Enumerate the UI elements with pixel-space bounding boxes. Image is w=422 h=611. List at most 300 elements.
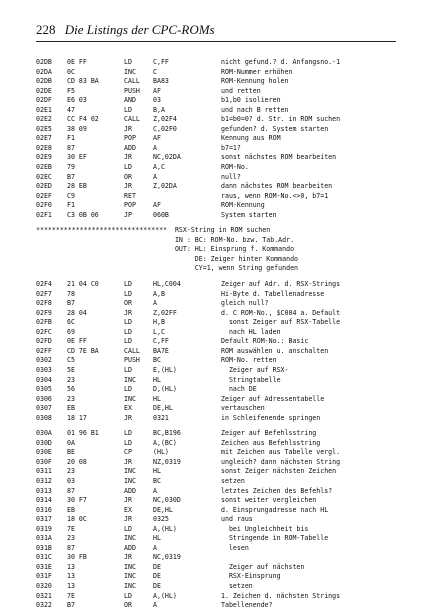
hex-bytes: 7E	[67, 591, 75, 600]
operand: BC	[153, 356, 161, 365]
comment-text: CY=1, wenn String gefunden	[36, 264, 299, 273]
listing-row	[36, 211, 416, 221]
operand: DE,HL	[153, 505, 173, 514]
hex-bytes: 18 17	[67, 413, 87, 422]
mnemonic: POP	[124, 201, 136, 210]
address: 0307	[36, 404, 52, 413]
hex-bytes: 18 0C	[67, 515, 87, 524]
comment-text: DE: Zeiger hinter Kommando	[36, 254, 299, 263]
mnemonic: PUSH	[124, 86, 140, 95]
mnemonic: LD	[124, 280, 132, 289]
mnemonic: JP	[124, 210, 132, 219]
hex-bytes: 13	[67, 562, 75, 571]
hex-bytes: 5E	[67, 365, 75, 374]
operand: C	[153, 67, 157, 76]
address: 02EB	[36, 163, 52, 172]
operand: A,C	[153, 163, 165, 172]
address: 0303	[36, 365, 52, 374]
comment: Zeichen aus Befehlsstring	[221, 438, 321, 447]
operand: DE	[153, 562, 161, 571]
mnemonic: JR	[124, 496, 132, 505]
operand: NZ,0319	[153, 457, 181, 466]
listing-row	[36, 125, 416, 135]
mnemonic: POP	[124, 134, 136, 143]
comment-text: IN : BC: ROM-No. bzw. Tab.Adr.	[36, 235, 295, 244]
mnemonic: JR	[124, 553, 132, 562]
mnemonic: LD	[124, 591, 132, 600]
hex-bytes: F5	[67, 86, 75, 95]
mnemonic: INC	[124, 476, 136, 485]
listing-row	[36, 534, 416, 544]
address: 0317	[36, 515, 52, 524]
operand: HL	[153, 394, 161, 403]
mnemonic: INC	[124, 534, 136, 543]
assembly-listing	[36, 58, 416, 611]
listing-row	[36, 376, 416, 386]
comment: ROM-No. retten	[221, 356, 277, 365]
hex-bytes: B7	[67, 172, 75, 181]
hex-bytes: 69	[67, 327, 75, 336]
address: 0313	[36, 486, 52, 495]
address: 02E8	[36, 143, 52, 152]
comment: mit Zeichen aus Tabelle vergl.	[221, 448, 341, 457]
hex-bytes: 30 FB	[67, 553, 87, 562]
hex-bytes: 21 04 C0	[67, 280, 99, 289]
comment: nicht gefund.? d. Anfangsno.-1	[221, 58, 341, 66]
mnemonic: LD	[124, 318, 132, 327]
address: 030F	[36, 457, 52, 466]
mnemonic: JR	[124, 413, 132, 422]
comment: gleich null?	[221, 299, 269, 308]
operand: C,FF	[153, 58, 169, 66]
operand: C,02F0	[153, 124, 177, 133]
listing-row	[36, 134, 416, 144]
address: 0320	[36, 581, 52, 590]
address: 0308	[36, 413, 52, 422]
hex-bytes: 30 EF	[67, 153, 87, 162]
mnemonic: LD	[124, 524, 132, 533]
mnemonic: JR	[124, 308, 132, 317]
operand: H,B	[153, 318, 165, 327]
address: 02E2	[36, 115, 52, 124]
address: 02DA	[36, 67, 52, 76]
mnemonic: INC	[124, 375, 136, 384]
operand: A,(BC)	[153, 438, 177, 447]
listing-row	[36, 366, 416, 376]
operand: Z,02F4	[153, 115, 177, 124]
address: 02FC	[36, 327, 52, 336]
comment: b1,b0 isolieren	[221, 96, 281, 105]
hex-bytes: 23	[67, 394, 75, 403]
address: 0305	[36, 385, 52, 394]
listing-row	[36, 553, 416, 563]
comment: sonst weiter vergleichen	[221, 496, 317, 505]
operand: A	[153, 172, 157, 181]
hex-bytes: EB	[67, 404, 75, 413]
hex-bytes: 28 EB	[67, 182, 87, 191]
mnemonic: CALL	[124, 115, 140, 124]
comment: in Schleifenende springen	[221, 413, 321, 422]
listing-row	[36, 448, 416, 458]
comment: Zeiger auf Adressentabelle	[221, 394, 325, 403]
header-comment-line	[36, 226, 416, 236]
page-title: Die Listings der CPC-ROMs	[64, 22, 215, 37]
address: 030A	[36, 429, 52, 438]
operand: A,(HL)	[153, 591, 177, 600]
operand: HL,C004	[153, 280, 181, 289]
hex-bytes: 0E FF	[67, 337, 87, 346]
address: 02DF	[36, 96, 52, 105]
hex-bytes: CC F4 02	[67, 115, 99, 124]
operand: HL	[153, 534, 161, 543]
hex-bytes: 87	[67, 143, 75, 152]
operand: NC,030D	[153, 496, 181, 505]
mnemonic: LD	[124, 163, 132, 172]
hex-bytes: E6 03	[67, 96, 87, 105]
listing-row	[36, 429, 416, 439]
operand: A,(HL)	[153, 524, 177, 533]
operand: 0325	[153, 515, 169, 524]
listing-row	[36, 68, 416, 78]
comment: gefunden? d. System starten	[221, 124, 329, 133]
operand: BC,B196	[153, 429, 181, 438]
mnemonic: PUSH	[124, 356, 140, 365]
comment: Zeiger auf Adr. d. RSX-Strings	[221, 280, 341, 289]
comment: Stringende in ROM-Tabelle	[221, 534, 329, 543]
operand: NC,0319	[153, 553, 181, 562]
listing-row	[36, 572, 416, 582]
operand: Z,02FF	[153, 308, 177, 317]
listing-row	[36, 496, 416, 506]
listing-row	[36, 458, 416, 468]
operand: A	[153, 486, 157, 495]
listing-row	[36, 347, 416, 357]
listing-row	[36, 163, 416, 173]
operand: BA7E	[153, 346, 169, 355]
listing-block-rsx-header	[36, 226, 416, 274]
comment: null?	[221, 172, 241, 181]
hex-bytes: 87	[67, 543, 75, 552]
listing-row	[36, 487, 416, 497]
listing-row	[36, 337, 416, 347]
mnemonic: EX	[124, 404, 132, 413]
mnemonic: JR	[124, 515, 132, 524]
comment: raus, wenn ROM-No.<>0, b7=1	[221, 191, 329, 200]
operand: A,B	[153, 289, 165, 298]
mnemonic: RET	[124, 191, 136, 200]
comment: b1=b0=0? d. Str. in ROM suchen	[221, 115, 341, 124]
address: 02F1	[36, 210, 52, 219]
mnemonic: JR	[124, 153, 132, 162]
operand: AF	[153, 134, 161, 143]
address: 02E1	[36, 105, 52, 114]
mnemonic: LD	[124, 327, 132, 336]
header-comment-line	[36, 236, 416, 246]
hex-bytes: 38 09	[67, 124, 87, 133]
hex-bytes: BE	[67, 448, 75, 457]
address: 031C	[36, 553, 52, 562]
mnemonic: EX	[124, 505, 132, 514]
operand: Z,02DA	[153, 182, 177, 191]
listing-row	[36, 467, 416, 477]
address: 0311	[36, 467, 52, 476]
mnemonic: OR	[124, 299, 132, 308]
hex-bytes: C5	[67, 356, 75, 365]
hex-bytes: 28 04	[67, 308, 87, 317]
comment: d. C ROM-No., $C004 a. Default	[221, 308, 341, 317]
hex-bytes: B7	[67, 299, 75, 308]
address: 030D	[36, 438, 52, 447]
hex-bytes: CD 7E BA	[67, 346, 99, 355]
mnemonic: ADD	[124, 543, 136, 552]
comment: bei Ungleichheit bis	[221, 524, 309, 533]
address: 02F8	[36, 299, 52, 308]
comment: b7=1?	[221, 143, 241, 152]
listing-row	[36, 96, 416, 106]
hex-bytes: 23	[67, 534, 75, 543]
mnemonic: OR	[124, 172, 132, 181]
listing-row	[36, 290, 416, 300]
hex-bytes: 78	[67, 289, 75, 298]
operand: BA83	[153, 77, 169, 86]
comment: Zeiger auf nächsten	[221, 562, 305, 571]
hex-bytes: 30 F7	[67, 496, 87, 505]
address: 02F4	[36, 280, 52, 289]
comment: ROM auswählen u. anschalten	[221, 346, 329, 355]
listing-row	[36, 414, 416, 424]
listing-row	[36, 601, 416, 611]
operand: 0321	[153, 413, 169, 422]
address: 0316	[36, 505, 52, 514]
mnemonic: LD	[124, 105, 132, 114]
listing-row	[36, 77, 416, 87]
hex-bytes: F1	[67, 201, 75, 210]
mnemonic: LD	[124, 385, 132, 394]
mnemonic: LD	[124, 289, 132, 298]
listing-row	[36, 309, 416, 319]
hex-bytes: 0A	[67, 438, 75, 447]
listing-row	[36, 515, 416, 525]
header-comment-line	[36, 264, 416, 274]
operand: B,A	[153, 105, 165, 114]
mnemonic: OR	[124, 601, 132, 610]
listing-row	[36, 544, 416, 554]
comment: sonst nächstes ROM bearbeiten	[221, 153, 337, 162]
hex-bytes: 03	[67, 476, 75, 485]
hex-bytes: 23	[67, 375, 75, 384]
mnemonic: INC	[124, 467, 136, 476]
listing-row	[36, 201, 416, 211]
address: 02F0	[36, 201, 52, 210]
comment: ROM-Kennung	[221, 201, 265, 210]
comment: nach HL laden	[221, 327, 281, 336]
mnemonic: CP	[124, 448, 132, 457]
comment: setzen	[221, 581, 253, 590]
listing-block-string-compare	[36, 429, 416, 610]
listing-row	[36, 525, 416, 535]
operand: NC,02DA	[153, 153, 181, 162]
comment: Tabellenende?	[221, 601, 273, 610]
comment: System starten	[221, 210, 277, 219]
hex-bytes: B7	[67, 601, 75, 610]
address: 0302	[36, 356, 52, 365]
comment: Stringtabelle	[221, 375, 281, 384]
listing-row	[36, 385, 416, 395]
address: 031B	[36, 543, 52, 552]
mnemonic: ADD	[124, 143, 136, 152]
hex-bytes: C9	[67, 191, 75, 200]
comment: ROM-No.	[221, 163, 249, 172]
comment: Zeiger auf Befehlsstring	[221, 429, 317, 438]
operand: HL	[153, 375, 161, 384]
mnemonic: INC	[124, 581, 136, 590]
operand: DE,HL	[153, 404, 173, 413]
address: 02DE	[36, 86, 52, 95]
operand: DE	[153, 581, 161, 590]
page-header	[36, 22, 396, 42]
listing-row	[36, 395, 416, 405]
comment: Zeiger auf RSX-	[221, 365, 289, 374]
address: 031F	[36, 572, 52, 581]
comment: ungleich? dann nächsten String	[221, 457, 341, 466]
mnemonic: CALL	[124, 346, 140, 355]
mnemonic: JR	[124, 457, 132, 466]
comment-text: ********************************* RSX-String in ROM suchen	[36, 226, 271, 235]
operand: HL	[153, 467, 161, 476]
address: 02E5	[36, 124, 52, 133]
address: 0304	[36, 375, 52, 384]
listing-row	[36, 439, 416, 449]
mnemonic: CALL	[124, 77, 140, 86]
mnemonic: INC	[124, 394, 136, 403]
listing-row	[36, 299, 416, 309]
comment: dann nächstes ROM bearbeiten	[221, 182, 333, 191]
listing-row	[36, 318, 416, 328]
listing-row	[36, 477, 416, 487]
hex-bytes: 56	[67, 385, 75, 394]
listing-row	[36, 192, 416, 202]
operand: BC	[153, 476, 161, 485]
comment: und raus	[221, 515, 253, 524]
operand: C,FF	[153, 337, 169, 346]
operand: 060B	[153, 210, 169, 219]
comment: sonst Zeiger auf RSX-Tabelle	[221, 318, 341, 327]
hex-bytes: 7E	[67, 524, 75, 533]
mnemonic: LD	[124, 337, 132, 346]
comment: und retten	[221, 86, 261, 95]
hex-bytes: 6C	[67, 318, 75, 327]
comment: lesen	[221, 543, 249, 552]
listing-row	[36, 328, 416, 338]
comment: nach DE	[221, 385, 257, 394]
listing-row	[36, 582, 416, 592]
listing-row	[36, 173, 416, 183]
address: 0314	[36, 496, 52, 505]
comment: ROM-Kennung holen	[221, 77, 289, 86]
mnemonic: LD	[124, 58, 132, 66]
operand: A	[153, 601, 157, 610]
hex-bytes: 23	[67, 467, 75, 476]
address: 02FD	[36, 337, 52, 346]
mnemonic: AND	[124, 96, 136, 105]
listing-row	[36, 592, 416, 602]
hex-bytes: C3 0B 06	[67, 210, 99, 219]
address: 02ED	[36, 182, 52, 191]
listing-block-rsx-setup	[36, 280, 416, 423]
listing-row	[36, 106, 416, 116]
operand: (HL)	[153, 448, 169, 457]
address: 02DB	[36, 77, 52, 86]
comment: letztes Zeichen des Befehls?	[221, 486, 333, 495]
comment: vertauschen	[221, 404, 265, 413]
listing-row	[36, 144, 416, 154]
comment: sonst Zeiger nächsten Zeichen	[221, 467, 337, 476]
hex-bytes: 0E FF	[67, 58, 87, 66]
mnemonic: ADD	[124, 486, 136, 495]
mnemonic: INC	[124, 562, 136, 571]
listing-row	[36, 58, 416, 68]
operand: 03	[153, 96, 161, 105]
address: 02EF	[36, 191, 52, 200]
listing-row	[36, 87, 416, 97]
listing-row	[36, 563, 416, 573]
address: 0321	[36, 591, 52, 600]
page-number: 228	[36, 22, 56, 37]
comment: Kennung aus ROM	[221, 134, 281, 143]
address: 0319	[36, 524, 52, 533]
operand: A	[153, 143, 157, 152]
hex-bytes: 13	[67, 581, 75, 590]
comment: und nach B retten	[221, 105, 289, 114]
listing-row	[36, 115, 416, 125]
address: 02EC	[36, 172, 52, 181]
hex-bytes: 20 08	[67, 457, 87, 466]
comment-text: OUT: HL: Einsprung f. Kommando	[36, 245, 295, 254]
listing-row	[36, 182, 416, 192]
mnemonic: LD	[124, 429, 132, 438]
address: 031A	[36, 534, 52, 543]
address: 0312	[36, 476, 52, 485]
comment: RSX-Einsprung	[221, 572, 281, 581]
address: 0306	[36, 394, 52, 403]
header-comment-line	[36, 255, 416, 265]
comment: Default ROM-No.: Basic	[221, 337, 309, 346]
hex-bytes: CD 83 BA	[67, 77, 99, 86]
mnemonic: INC	[124, 572, 136, 581]
address: 02E7	[36, 134, 52, 143]
operand: AF	[153, 201, 161, 210]
mnemonic: INC	[124, 67, 136, 76]
mnemonic: LD	[124, 365, 132, 374]
hex-bytes: 87	[67, 486, 75, 495]
mnemonic: LD	[124, 438, 132, 447]
comment: setzen	[221, 476, 245, 485]
operand: L,C	[153, 327, 165, 336]
comment: Hi-Byte d. Tabellenadresse	[221, 289, 325, 298]
hex-bytes: 0C	[67, 67, 75, 76]
listing-row	[36, 506, 416, 516]
hex-bytes: F1	[67, 134, 75, 143]
listing-row	[36, 356, 416, 366]
address: 02F9	[36, 308, 52, 317]
operand: D,(HL)	[153, 385, 177, 394]
listing-row	[36, 280, 416, 290]
address: 02DB	[36, 58, 52, 66]
comment: 1. Zeichen d. nächsten Strings	[221, 591, 341, 600]
operand: DE	[153, 572, 161, 581]
comment: ROM-Nummer erhöhen	[221, 67, 293, 76]
comment: d. Einsprungadresse nach HL	[221, 505, 329, 514]
